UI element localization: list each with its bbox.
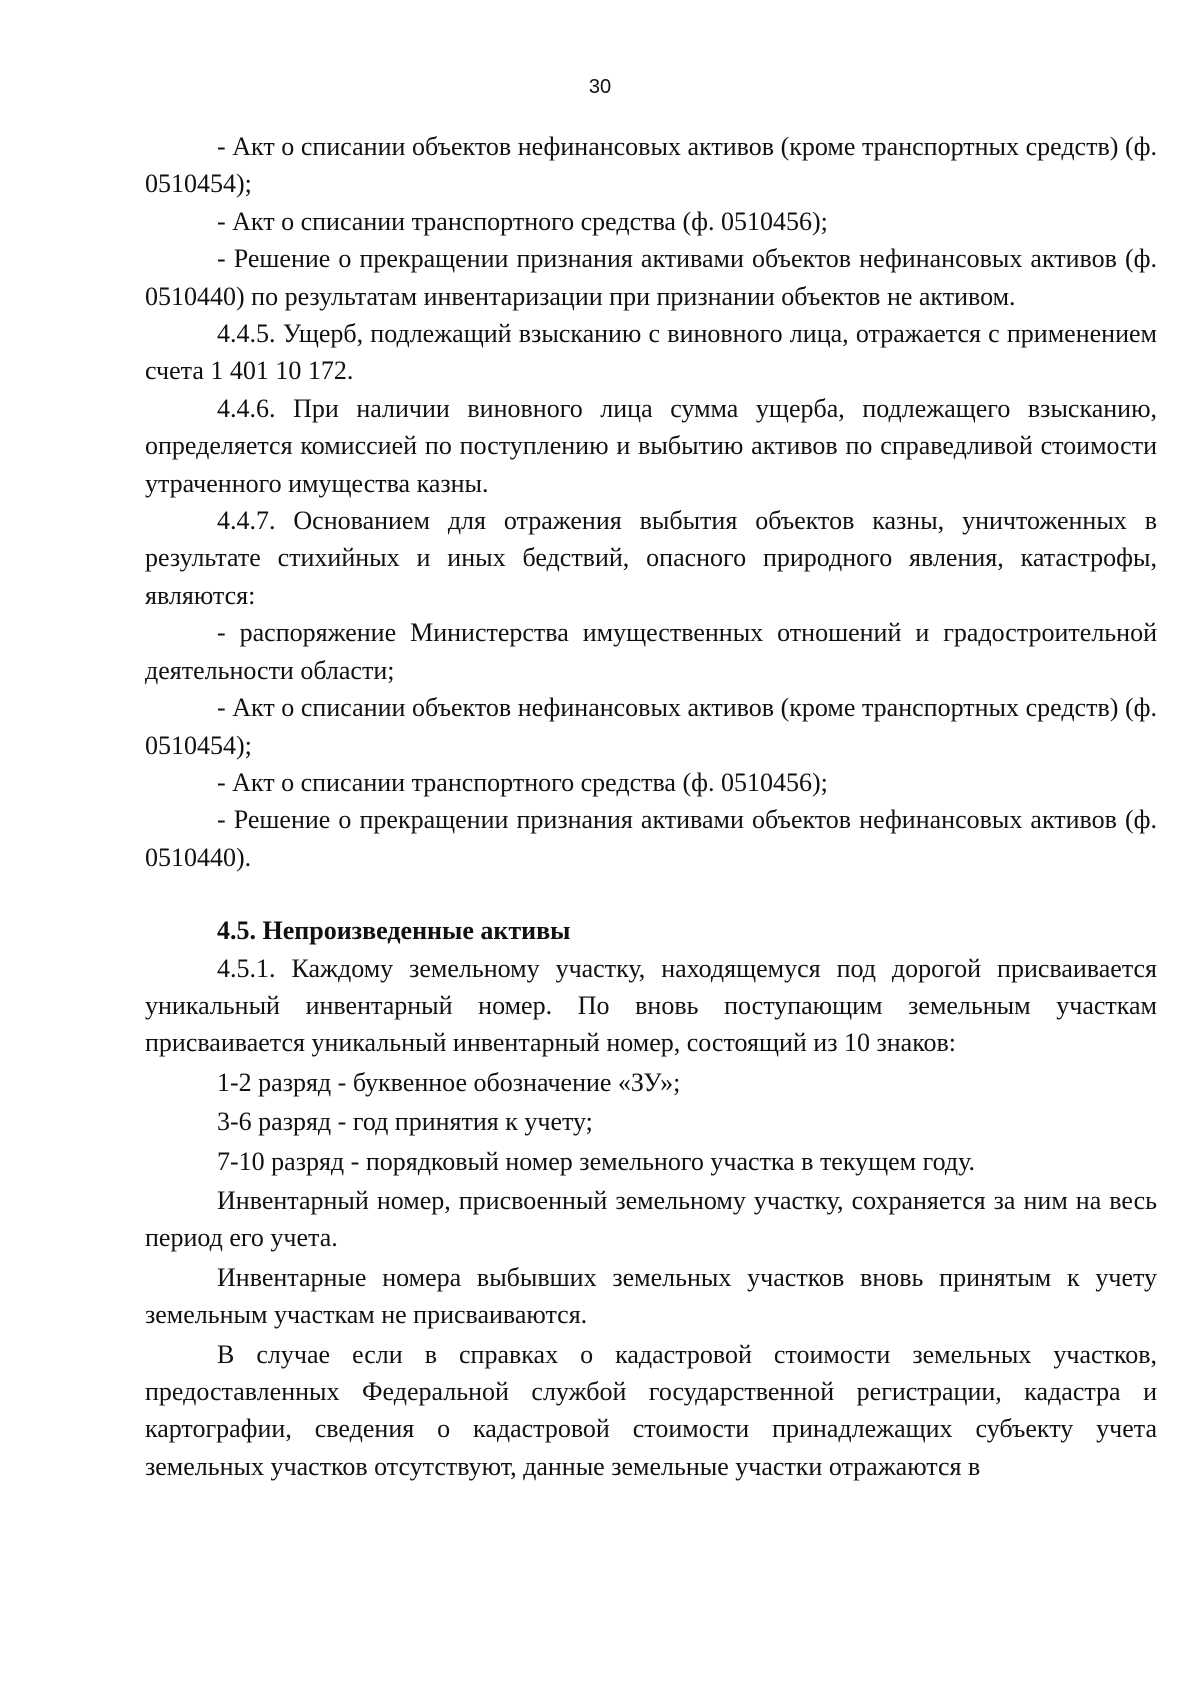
paragraph: 1-2 разряд - буквенное обозначение «ЗУ»; — [217, 1067, 681, 1097]
paragraph: 4.4.6. При наличии виновного лица сумма ущерба, подлежащего взысканию, определяется комиссией по поступлению и выбытию активов по справедливой стоимости утраченного имущества казны. — [145, 393, 1157, 498]
paragraph: Инвентарные номера выбывших земельных участков вновь принятым к учету земельным участкам не присваиваются. — [145, 1262, 1157, 1330]
paragraph: 4.4.5. Ущерб, подлежащий взысканию с виновного лица, отражается с применением счета 1 401 10 172. — [145, 319, 1157, 386]
paragraph: 4.5.1. Каждому земельному участку, находящемуся под дорогой присваивается уникальный инвентарный номер. По вновь поступающим земельным участкам присваивается уникальный инвентарный номер, состоящий из 10 знаков: — [145, 953, 1157, 1058]
paragraph: 3-6 разряд - год принятия к учету; — [217, 1107, 593, 1137]
paragraph: - Решение о прекращении признания активами объектов нефинансовых активов (ф. 0510440) по результатам инвентаризации при признании объектов не активом. — [145, 244, 1157, 311]
document-body — [145, 128, 1157, 1485]
paragraph: - Акт о списании транспортного средства (ф. 0510456); — [217, 767, 828, 797]
paragraph: Инвентарный номер, присвоенный земельному участку, сохраняется за ним на весь период его учета. — [145, 1185, 1157, 1253]
paragraph: - Акт о списании объектов нефинансовых активов (кроме транспортных средств) (ф. 0510454); — [145, 132, 1157, 199]
page-number: 30 — [588, 76, 612, 98]
section-heading: 4.5. Непроизведенные активы — [217, 916, 571, 946]
paragraph: 4.4.7. Основанием для отражения выбытия объектов казны, уничтоженных в результате стихийных и иных бедствий, опасного природного явления, катастрофы, являются: — [145, 506, 1157, 610]
paragraph: - Акт о списании транспортного средства (ф. 0510456); — [217, 206, 828, 236]
paragraph: - Решение о прекращении признания активами объектов нефинансовых активов (ф. 0510440). — [145, 805, 1157, 872]
paragraph: В случае если в справках о кадастровой стоимости земельных участков, предоставленных Федеральной службой государственной регистрации, кадастра и картографии, сведения о кадастровой стоимости принадлежащих субъекту учета земельных участков отсутствуют, данные земельные участки отражаются в — [145, 1339, 1157, 1481]
paragraph: 7-10 разряд - порядковый номер земельного участка в текущем году. — [217, 1146, 976, 1176]
paragraph: - Акт о списании объектов нефинансовых активов (кроме транспортных средств) (ф. 0510454); — [145, 693, 1157, 760]
paragraph: - распоряжение Министерства имущественных отношений и градостроительной деятельности области; — [145, 618, 1157, 685]
